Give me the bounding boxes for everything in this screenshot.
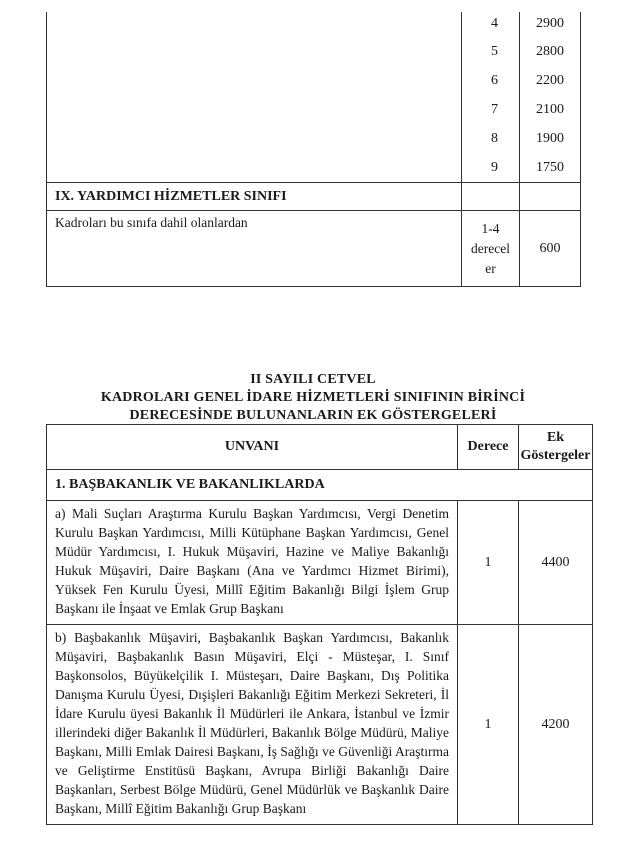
- value-cell: 2800: [520, 37, 581, 66]
- derece-cell: 6: [462, 66, 520, 95]
- table-row: [47, 211, 581, 287]
- header-row: [47, 425, 593, 470]
- derece-cell: 4: [462, 12, 520, 37]
- top-table: [46, 12, 581, 287]
- unvan-cell: b) Başbakanlık Müşaviri, Başbakanlık Başkan Yardımcısı, Bakanlık Müşaviri, Başbakanlık Basın Müşaviri, Elçi - Müsteşar, I. Sınıf Başkonsolos, Büyükelçilik I. Müsteşarı, Daire Başkanı, Dış Politika Danışma Kurulu Üyesi, Dışişleri Bakanlığı Eğitim Merkezi Sekreteri, İl İdare Kurulu üyesi Bakanlık İl Müdürleri ile Ankara, İstanbul ve İzmir illerindeki diğer Bakanlık İl Müdürleri, Bakanlık Bölge Müdürü, Maliye Başkanı, Milli Emlak Dairesi Başkanı, İş Sağlığı ve Güvenliği Araştırma ve Geliştirme Enstitüsü Başkanı, Avrupa Birliği Bakanlığı Daire Başkanları, Serbest Bölge Müdürü, Genel Müdürlük ve Başkanlık Daire Başkanı, Millî Eğitim Bakanlığı Grup Başkanı: [47, 625, 458, 825]
- derece-cell: 5: [462, 37, 520, 66]
- value-cell: 1750: [520, 153, 581, 183]
- table-row: [47, 501, 593, 625]
- kadro-derece: 1-4 derecel er: [462, 211, 520, 287]
- section-title: IX. YARDIMCI HİZMETLER SINIFI: [47, 183, 462, 211]
- header-ek-gostergeler: Ek Göstergeler: [519, 425, 593, 470]
- section-row: [47, 183, 581, 211]
- table-row: [47, 12, 581, 37]
- section-row: [47, 470, 593, 501]
- header-unvan: UNVANI: [47, 425, 458, 470]
- derece-cell: 1: [458, 501, 519, 625]
- derece-cell: 1: [458, 625, 519, 825]
- heading-line-1: II SAYILI CETVEL: [250, 372, 376, 387]
- derece-cell: 8: [462, 124, 520, 153]
- ek-cell: 4200: [519, 625, 593, 825]
- table-row: [47, 625, 593, 825]
- derece-cell: 7: [462, 95, 520, 124]
- value-cell: 2100: [520, 95, 581, 124]
- kadro-text: Kadroları bu sınıfa dahil olanlardan: [47, 211, 462, 287]
- value-cell: 1900: [520, 124, 581, 153]
- section-title: 1. BAŞBAKANLIK VE BAKANLIKLARDA: [47, 470, 593, 501]
- value-cell: 2200: [520, 66, 581, 95]
- header-derece: Derece: [458, 425, 519, 470]
- ek-cell: 4400: [519, 501, 593, 625]
- kadro-value: 600: [520, 211, 581, 287]
- derece-cell: 9: [462, 153, 520, 183]
- ek-gosterge-table: [46, 424, 593, 825]
- heading-line-2: KADROLARI GENEL İDARE HİZMETLERİ SINIFININ BİRİNCİ: [100, 390, 526, 405]
- heading-line-3: DERECESİNDE BULUNANLARIN EK GÖSTERGELERİ: [129, 408, 497, 423]
- value-cell: 2900: [520, 12, 581, 37]
- unvan-cell: a) Mali Suçları Araştırma Kurulu Başkan Yardımcısı, Vergi Denetim Kurulu Başkan Yardımcısı, Milli Kütüphane Başkan Yardımcısı, Genel Müdür Yardımcısı, I. Hukuk Müşaviri, Hazine ve Maliye Bakanlığı Hukuk Müşaviri, Daire Başkanı (Ana ve Yardımcı Hizmet Birimi), Yüksek Fen Kurulu Üyesi, Millî Eğitim Bakanlığı Bilgi İşlem Grup Başkanı ile İnşaat ve Emlak Grup Başkanı: [47, 501, 458, 625]
